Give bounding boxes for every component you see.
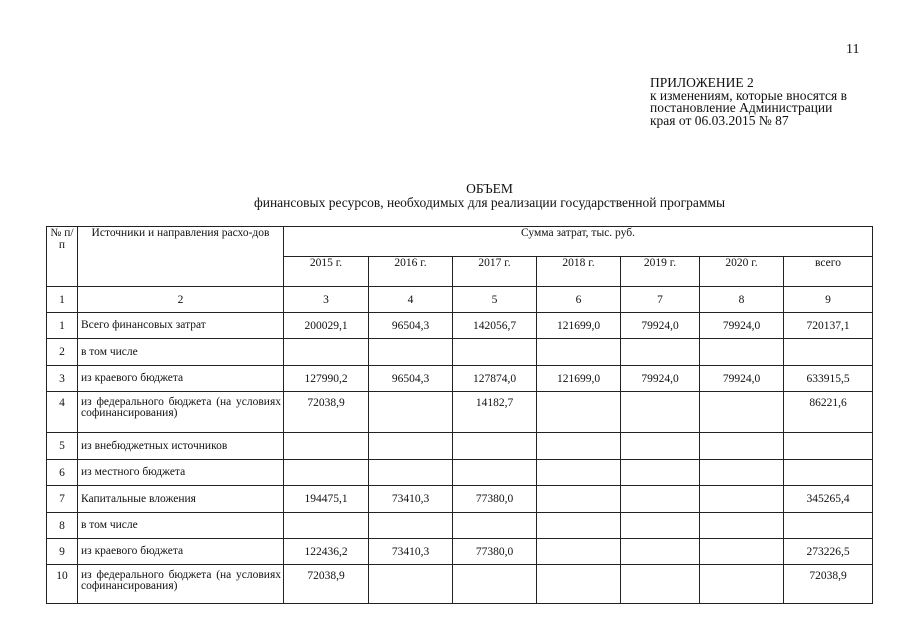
- header-sum-group: Сумма затрат, тыс. руб.: [284, 227, 873, 257]
- row-value: 79924,0: [621, 313, 700, 339]
- column-number: 9: [784, 287, 873, 313]
- page-number: 11: [846, 42, 860, 57]
- document-title: ОБЪЕМ: [466, 181, 513, 196]
- row-number: 7: [47, 486, 78, 513]
- row-value: [700, 392, 784, 433]
- row-value: [700, 513, 784, 539]
- column-number: 1: [47, 287, 78, 313]
- row-value: 14182,7: [453, 392, 537, 433]
- row-value: 96504,3: [369, 313, 453, 339]
- row-value: [700, 539, 784, 565]
- table-body: [47, 313, 873, 604]
- row-value: 96504,3: [369, 366, 453, 392]
- row-number: 10: [47, 565, 78, 604]
- row-total: 86221,6: [784, 392, 873, 433]
- row-number: 3: [47, 366, 78, 392]
- column-number: 6: [537, 287, 621, 313]
- row-value: 79924,0: [700, 366, 784, 392]
- row-source: из внебюджетных источников: [78, 433, 284, 460]
- row-total: 720137,1: [784, 313, 873, 339]
- row-value: [621, 565, 700, 604]
- row-source: из краевого бюджета: [78, 539, 284, 565]
- column-number: 5: [453, 287, 537, 313]
- column-number: 4: [369, 287, 453, 313]
- row-total: 345265,4: [784, 486, 873, 513]
- row-source: Всего финансовых затрат: [78, 313, 284, 339]
- row-total: 72038,9: [784, 565, 873, 604]
- header-source: Источники и направления расхо-дов: [78, 227, 284, 287]
- table-row: [47, 513, 873, 539]
- row-source: Капитальные вложения: [78, 486, 284, 513]
- row-value: 122436,2: [284, 539, 369, 565]
- row-value: [537, 433, 621, 460]
- row-value: 73410,3: [369, 539, 453, 565]
- row-value: [537, 513, 621, 539]
- column-number: 3: [284, 287, 369, 313]
- row-value: [621, 539, 700, 565]
- row-value: [537, 339, 621, 366]
- row-total: [784, 433, 873, 460]
- header-year: 2020 г.: [700, 257, 784, 287]
- header-year: 2019 г.: [621, 257, 700, 287]
- row-value: [453, 339, 537, 366]
- row-value: [369, 392, 453, 433]
- row-number: 1: [47, 313, 78, 339]
- row-value: 194475,1: [284, 486, 369, 513]
- row-value: [369, 339, 453, 366]
- row-value: [453, 433, 537, 460]
- row-value: [621, 513, 700, 539]
- row-value: [700, 460, 784, 486]
- row-value: [700, 339, 784, 366]
- header-total: всего: [784, 257, 873, 287]
- row-value: [700, 486, 784, 513]
- appendix-line: края от 06.03.2015 № 87: [650, 112, 789, 128]
- row-value: [537, 392, 621, 433]
- row-total: [784, 513, 873, 539]
- row-number: 8: [47, 513, 78, 539]
- row-number: 5: [47, 433, 78, 460]
- row-value: 79924,0: [700, 313, 784, 339]
- row-value: [537, 486, 621, 513]
- row-value: [369, 460, 453, 486]
- row-value: 142056,7: [453, 313, 537, 339]
- row-value: [284, 433, 369, 460]
- row-value: 127990,2: [284, 366, 369, 392]
- row-value: [453, 460, 537, 486]
- row-number: 9: [47, 539, 78, 565]
- row-value: [621, 486, 700, 513]
- row-value: [453, 513, 537, 539]
- row-value: 127874,0: [453, 366, 537, 392]
- appendix-block: [650, 77, 847, 127]
- row-source: из федерального бюджета (на условиях софинансирования): [78, 392, 284, 433]
- row-value: 72038,9: [284, 392, 369, 433]
- row-source: в том числе: [78, 513, 284, 539]
- row-value: 200029,1: [284, 313, 369, 339]
- header-year: 2017 г.: [453, 257, 537, 287]
- appendix-line: постановление Администрации: [650, 100, 833, 115]
- row-value: [700, 565, 784, 604]
- header-year: 2018 г.: [537, 257, 621, 287]
- table-row: [47, 433, 873, 460]
- row-number: 2: [47, 339, 78, 366]
- row-value: [284, 339, 369, 366]
- document-subtitle: финансовых ресурсов, необходимых для реализации государственной программы: [253, 195, 726, 210]
- column-number: 2: [78, 287, 284, 313]
- table-row: [47, 339, 873, 366]
- row-value: 121699,0: [537, 366, 621, 392]
- row-number: 4: [47, 392, 78, 433]
- row-source: из краевого бюджета: [78, 366, 284, 392]
- header-year: 2016 г.: [369, 257, 453, 287]
- row-value: [284, 513, 369, 539]
- row-number: 6: [47, 460, 78, 486]
- row-total: [784, 339, 873, 366]
- row-value: 73410,3: [369, 486, 453, 513]
- column-number: 7: [621, 287, 700, 313]
- row-total: 273226,5: [784, 539, 873, 565]
- row-value: 121699,0: [537, 313, 621, 339]
- row-total: [784, 460, 873, 486]
- row-value: 77380,0: [453, 539, 537, 565]
- appendix-line: к изменениям, которые вносятся в: [650, 87, 848, 103]
- row-value: [621, 392, 700, 433]
- row-value: [700, 433, 784, 460]
- row-value: [284, 460, 369, 486]
- row-value: [369, 433, 453, 460]
- table-row: [47, 392, 873, 433]
- row-value: [537, 539, 621, 565]
- financing-table: [46, 226, 873, 604]
- table-row: [47, 539, 873, 565]
- row-value: [369, 513, 453, 539]
- row-value: [621, 339, 700, 366]
- table-row: [47, 366, 873, 392]
- header-year: 2015 г.: [284, 257, 369, 287]
- row-value: [621, 433, 700, 460]
- table-row: [47, 313, 873, 339]
- row-value: 77380,0: [453, 486, 537, 513]
- row-source: из федерального бюджета (на условиях софинансирования): [78, 565, 284, 604]
- table-row: [47, 486, 873, 513]
- table-row: [47, 565, 873, 604]
- appendix-line: ПРИЛОЖЕНИЕ 2: [650, 75, 754, 90]
- header-num: № п/п: [47, 227, 78, 287]
- row-total: 633915,5: [784, 366, 873, 392]
- row-value: [453, 565, 537, 604]
- table-row: [47, 460, 873, 486]
- row-value: [369, 565, 453, 604]
- row-source: в том числе: [78, 339, 284, 366]
- row-value: [537, 460, 621, 486]
- row-value: [621, 460, 700, 486]
- row-value: [537, 565, 621, 604]
- row-value: 72038,9: [284, 565, 369, 604]
- row-value: 79924,0: [621, 366, 700, 392]
- column-number: 8: [700, 287, 784, 313]
- row-source: из местного бюджета: [78, 460, 284, 486]
